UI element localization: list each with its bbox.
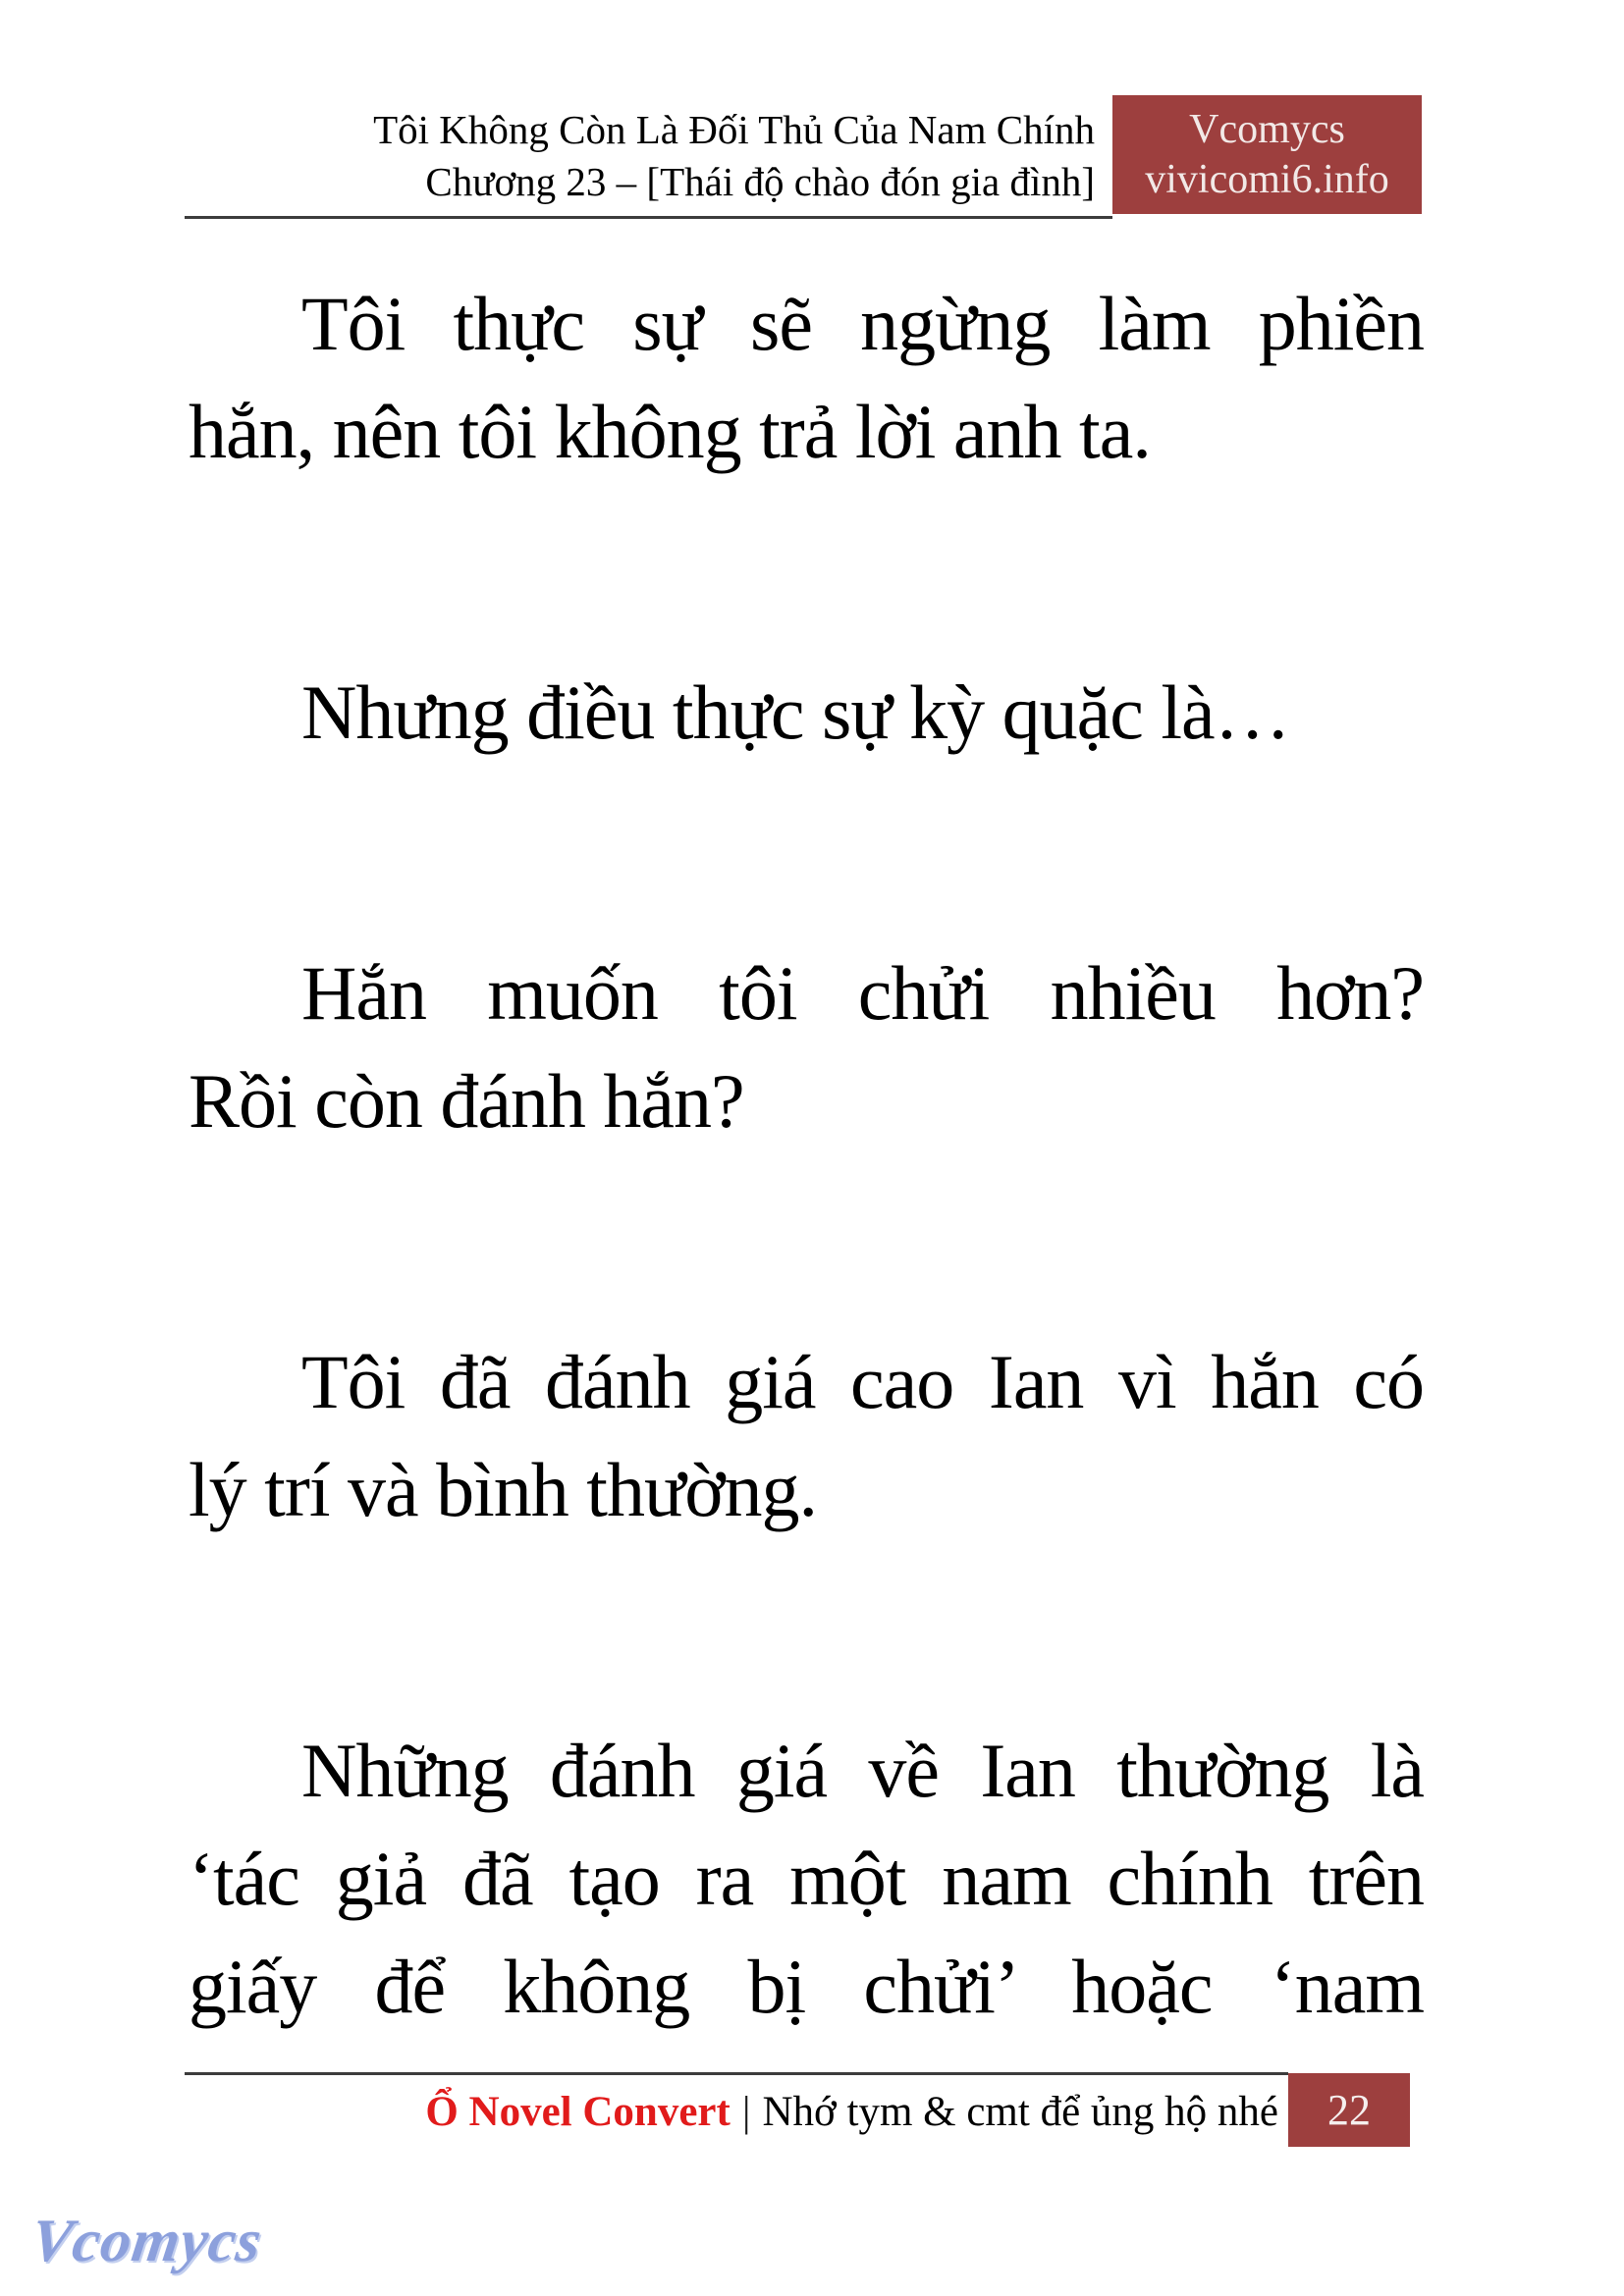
- body-line: giấy để không bị chửi’ hoặc ‘nam: [189, 1944, 1424, 2029]
- header-divider: [185, 216, 1112, 219]
- page-footer: [187, 2087, 1278, 2138]
- paragraph: [189, 659, 1424, 767]
- page-header: [187, 104, 1095, 208]
- paragraph: [189, 1717, 1424, 2041]
- body-line: Rồi còn đánh hắn?: [189, 1058, 744, 1144]
- footer-divider: [185, 2072, 1288, 2075]
- body-line: ‘tác giả đã tạo ra một nam chính trên: [189, 1836, 1424, 1921]
- body-line: Những đánh giá về Ian thường là: [301, 1728, 1424, 1813]
- page-body: [189, 240, 1424, 2214]
- footer-note: Nhớ tym & cmt để ủng hộ nhé: [762, 2089, 1278, 2135]
- chapter-title: Chương 23 – [Thái độ chào đón gia đình]: [425, 159, 1095, 204]
- body-line: Tôi thực sự sẽ ngừng làm phiền: [301, 281, 1424, 366]
- vcomycs-watermark-logo: Vcomycs: [27, 2208, 267, 2274]
- header-brand-site: vivicomi6.info: [1145, 156, 1389, 202]
- series-title: Tôi Không Còn Là Đối Thủ Của Nam Chính: [373, 107, 1095, 152]
- body-line: Nhưng điều thực sự kỳ quặc là…: [301, 669, 1290, 755]
- header-brand-name: Vcomycs: [1189, 106, 1345, 152]
- body-line: Hắn muốn tôi chửi nhiều hơn?: [301, 950, 1424, 1036]
- page-number-box: [1288, 2073, 1410, 2147]
- footer-separator: |: [741, 2089, 751, 2135]
- paragraph: [189, 270, 1424, 486]
- page-number: 22: [1327, 2086, 1371, 2134]
- paragraph: [189, 939, 1424, 1155]
- body-line: hắn, nên tôi không trả lời anh ta.: [189, 389, 1151, 474]
- body-line: Tôi đã đánh giá cao Ian vì hắn có: [301, 1339, 1424, 1424]
- paragraph: [189, 1328, 1424, 1544]
- header-brand-box: [1112, 95, 1422, 214]
- footer-brand: Ổ Novel Convert: [425, 2089, 731, 2135]
- body-line: lý trí và bình thường.: [189, 1447, 817, 1532]
